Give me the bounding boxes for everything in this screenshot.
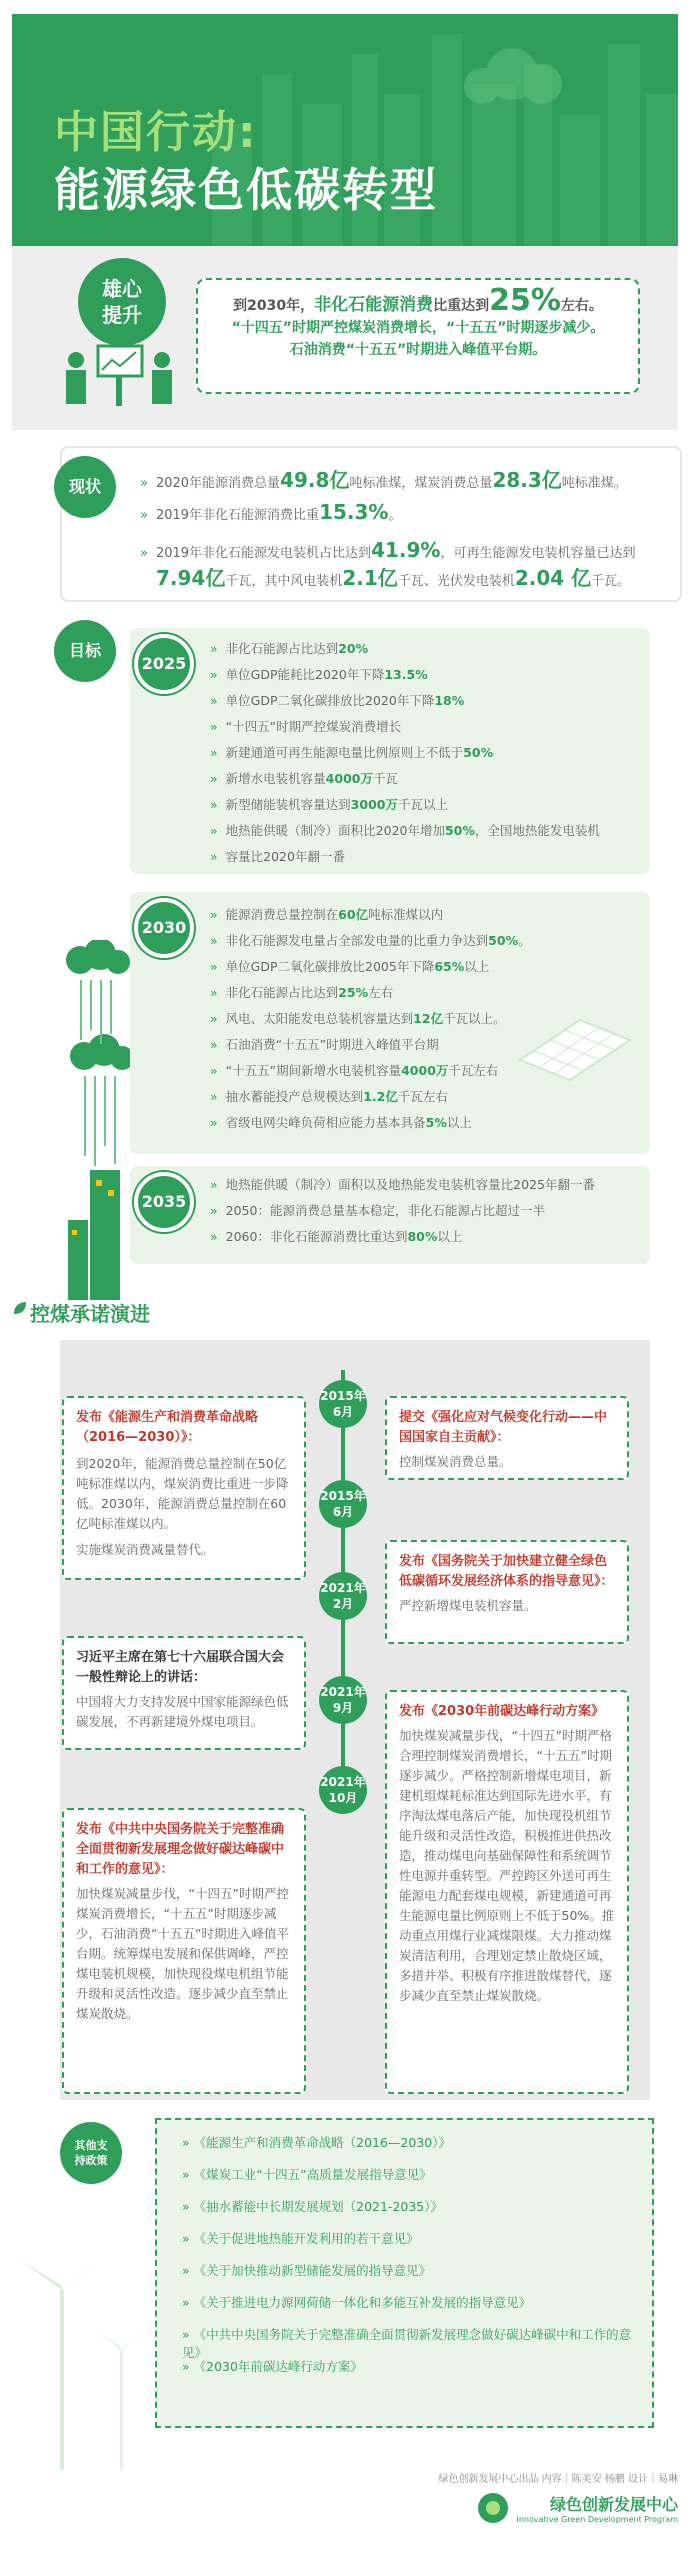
policy-item: » 《2030年前碳达峰行动方案》 <box>182 2359 363 2374</box>
goals-badge: 目标 <box>54 620 116 682</box>
goal-item: » “十五五”期间新增水电装机容量4000万千瓦左右 <box>210 1063 499 1078</box>
goal-item: » 抽水蓄能投产总规模达到1.2亿千瓦左右 <box>210 1089 448 1104</box>
ambition-line1-mid: 比重达到 <box>433 298 490 314</box>
coal-card-energy-strategy: 发布《能源生产和消费革命战略（2016—2030）》： 到2020年，能源消费总量控制在50亿吨标准煤以内，煤炭消费比重进一步降低。2030年，能源消费总量控制在60亿吨标准煤以内。 实施煤炭消费减量替代。 <box>62 1396 306 1580</box>
policy-item: » 《关于推进电力源网荷储一体化和多能互补发展的指导意见》 <box>182 2295 532 2310</box>
status-row-2: » 2019年非化石能源消费比重15.3%。 <box>140 500 402 524</box>
year-2025-badge: 2025 <box>134 634 194 694</box>
ambition-line1-big: 25% <box>489 283 561 318</box>
goal-item: » 风电、太阳能发电总装机容量达到12亿千瓦以上。 <box>210 1011 506 1026</box>
status-badge: 现状 <box>54 456 116 518</box>
timeline-date: 2021年 10月 <box>319 1766 367 1814</box>
goal-item: » 非化石能源占比达到20% <box>210 641 369 656</box>
status-row-4: 7.94亿千瓦，其中风电装机2.1亿千瓦、光伏发电装机2.04 亿千瓦。 <box>156 566 631 590</box>
timeline-date: 2015年 6月 <box>319 1380 367 1428</box>
header-banner <box>12 14 678 246</box>
goal-item: » 单位GDP能耗比2020年下降13.5% <box>210 667 428 682</box>
timeline-date: 2021年 9月 <box>319 1676 367 1724</box>
goal-item: » “十四五”时期严控煤炭消费增长 <box>210 719 402 734</box>
ambition-line1-post: 左右。 <box>560 298 603 314</box>
footer-credit: 绿色创新发展中心出品 内容｜陈美安 杨鹏 设计｜易琳 <box>438 2474 678 2485</box>
rain-cloud-city-illustration <box>60 940 140 1300</box>
coal-card-ndc: 提交《强化应对气候变化行动——中国国家自主贡献》： 控制煤炭消费总量。 <box>385 1396 629 1480</box>
leaf-icon <box>12 1300 28 1316</box>
footer <box>12 2470 678 2525</box>
solar-panel-icon <box>510 1000 640 1090</box>
ambition-line1-em: 非化石能源消费 <box>314 295 434 315</box>
goal-item: » 新型储能装机容量达到3000万千瓦以上 <box>210 797 448 812</box>
policy-item: » 《中共中央国务院关于完整准确全面贯彻新发展理念做好碳达峰碳中和工作的意见》 <box>182 2327 632 2360</box>
year-2035-badge: 2035 <box>134 1172 194 1232</box>
goal-item: » 非化石能源占比达到25%左右 <box>210 985 394 1000</box>
goal-item: » 单位GDP二氧化碳排放比2005年下降65%以上 <box>210 959 490 974</box>
ambition-goal-box <box>196 278 640 394</box>
status-row-1: » 2020年能源消费总量49.8亿吨标准煤，煤炭消费总量28.3亿吨标准煤。 <box>140 468 627 492</box>
coal-card-peak-action-plan: 发布《2030年前碳达峰行动方案》 加快煤炭减量步伐，“十四五”时期严格合理控制煤炭消费增长，“十五五”时期逐步减少。严格控制新增煤电项目，新建机组煤耗标准达到国际先进水平，有序淘汰煤电落后产能，加快现役机组节能升级和灵活性改造，积极推进供热改造，推动煤电向基础保障性和系统调节性电源并重转型。严控跨区外送可再生能源电力配套煤电规模，新建通道可再生能源电量比例原则上不低于50%。推动重点用煤行业减煤限煤。大力推动煤炭清洁利用，合理划定禁止散烧区域，多措并举、积极有序推进散煤替代，逐步减少直至禁止煤炭散烧。 <box>385 1690 629 2094</box>
goal-item: » 能源消费总量控制在60亿吨标准煤以内 <box>210 907 444 922</box>
ambition-line3: 石油消费“十五五”时期进入峰值平台期。 <box>289 342 547 358</box>
ambition-line2: “十四五”时期严控煤炭消费增长，“十五五”时期逐步减少。 <box>231 320 605 336</box>
year-2030-badge: 2030 <box>134 898 194 958</box>
goal-item: » 地热能供暖（制冷）面积以及地热能发电装机容量比2025年翻一番 <box>210 1177 595 1192</box>
status-row-3: » 2019年非化石能源发电装机占比达到41.9%，可再生能源发电装机容量已达到 <box>140 538 636 562</box>
coal-card-green-economy: 发布《国务院关于加快建立健全绿色低碳循环发展经济体系的指导意见》： 严控新增煤电装机容量。 <box>385 1540 629 1644</box>
policy-item: » 《关于促进地热能开发利用的若干意见》 <box>182 2231 419 2246</box>
goal-item: » 新增水电装机容量4000万千瓦 <box>210 771 398 786</box>
header-title-line1: 中国行动: <box>54 107 258 158</box>
header-title-line2: 能源绿色低碳转型 <box>54 163 438 217</box>
footer-logo-cn: 绿色创新发展中心 <box>549 2495 678 2514</box>
coal-card-un-speech: 习近平主席在第七十六届联合国大会一般性辩论上的讲话： 中国将大力支持发展中国家能源绿色低碳发展，不再新建境外煤电项目。 <box>62 1636 306 1750</box>
wind-turbine-illustration <box>0 2220 160 2470</box>
goal-item: » 容量比2020年翻一番 <box>210 849 345 864</box>
timeline-date: 2015年 6月 <box>319 1480 367 1528</box>
timeline-date: 2021年 2月 <box>319 1572 367 1620</box>
business-people-icon <box>60 340 180 420</box>
coal-section-title: 控煤承诺演进 <box>30 1302 150 1326</box>
goal-item: » 地热能供暖（制冷）面积比2020年增加50%，全国地热能发电装机 <box>210 823 600 838</box>
policy-item: » 《煤炭工业“十四五”高质量发展指导意见》 <box>182 2167 432 2182</box>
policy-item: » 《抽水蓄能中长期发展规划（2021-2035）》 <box>182 2199 444 2214</box>
goal-item: » 单位GDP二氧化碳排放比2020年下降18% <box>210 693 465 708</box>
goal-item: » 省级电网尖峰负荷相应能力基本具备5%以上 <box>210 1115 472 1130</box>
policies-badge: 其他支 持政策 <box>60 2122 122 2184</box>
goal-item: » 2060：非化石能源消费比重达到80%以上 <box>210 1229 463 1244</box>
footer-logo-en: Innovative Green Development Program <box>516 2515 678 2524</box>
goal-item: » 2050：能源消费总量基本稳定，非化石能源占比超过一半 <box>210 1203 545 1218</box>
policy-item: » 《关于加快推动新型储能发展的指导意见》 <box>182 2263 432 2278</box>
goal-item: » 非化石能源发电量占全部发电量的比重力争达到50%。 <box>210 933 531 948</box>
goal-item: » 石油消费“十五五”时期进入峰值平台期 <box>210 1037 439 1052</box>
coal-card-central-opinion: 发布《中共中央国务院关于完整准确全面贯彻新发展理念做好碳达峰碳中和工作的意见》： 加快煤炭减量步伐，“十四五”时期严控煤炭消费增长，“十五五”时期逐步减少，石油消费“十五五”时期进入峰值平台期。统筹煤电发展和保供调峰，严控煤电装机规模，加快现役煤电机组节能升级和灵活性改造。逐步减少直至禁止煤炭散烧。 <box>62 1808 306 2094</box>
policy-item: » 《能源生产和消费革命战略（2016—2030）》 <box>182 2135 451 2150</box>
goal-item: » 新建通道可再生能源电量比例原则上不低于50% <box>210 745 494 760</box>
ambition-line1-pre: 到2030年， <box>233 298 315 314</box>
logo-icon <box>476 2491 510 2525</box>
ambition-badge: 雄心 提升 <box>78 258 166 346</box>
